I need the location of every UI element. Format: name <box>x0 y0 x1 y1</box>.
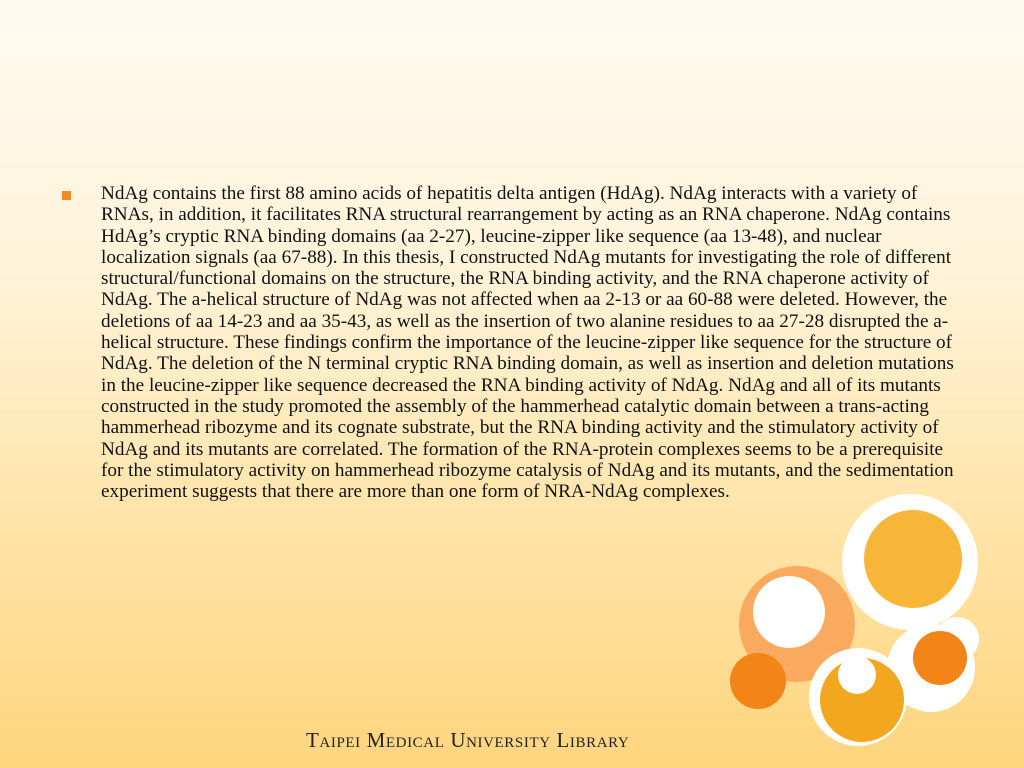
bullet-text: NdAg contains the first 88 amino acids of hepatitis delta antigen (HdAg). NdAg interacts with a variety of RNAs, in addition, it facilitates RNA structural rearrangement by acting as an RNA chaperone. NdAg contains HdAg’s cryptic RNA binding domains (aa 2-27), leucine-zipper like sequence (aa 13-48), and nuclear localization signals (aa 67-88). In this thesis, I constructed NdAg mutants for investigating the role of different structural/functional domains on the structure, the RNA binding activity, and the RNA chaperone activity of NdAg. The a-helical structure of NdAg was not affected when aa 2-13 or aa 60-88 were deleted. However, the deletions of aa 14-23 and aa 35-43, as well as the insertion of two alanine residues to aa 27-28 disrupted the a-helical structure. These findings confirm the importance of the leucine-zipper like sequence for the structure of NdAg. The deletion of the N terminal cryptic RNA binding domain, as well as insertion and deletion mutations in the leucine-zipper like sequence decreased the RNA binding activity of NdAg. NdAg and all of its mutants constructed in the study promoted the assembly of the hammerhead catalytic domain between a trans-acting hammerhead ribozyme and its cognate substrate, but the RNA binding activity and the stimulatory activity of NdAg and its mutants are correlated. The formation of the RNA-protein complexes seems to be a prerequisite for the stimulatory activity on hammerhead ribozyme catalysis of NdAg and its mutants, and the sedimentation experiment suggests that there are more than one form of NRA-NdAg complexes. <box>101 183 954 503</box>
bullet-item <box>62 183 968 502</box>
bullet-square-icon <box>62 191 71 200</box>
circle-bottom-inner-white <box>838 656 876 694</box>
circle-large-gold <box>864 510 962 608</box>
circle-orange-mid <box>913 631 967 685</box>
circle-orange-left <box>730 653 786 709</box>
footer-library-name: Taipei Medical University Library <box>306 728 630 752</box>
circle-peach-inner-white <box>753 576 825 648</box>
